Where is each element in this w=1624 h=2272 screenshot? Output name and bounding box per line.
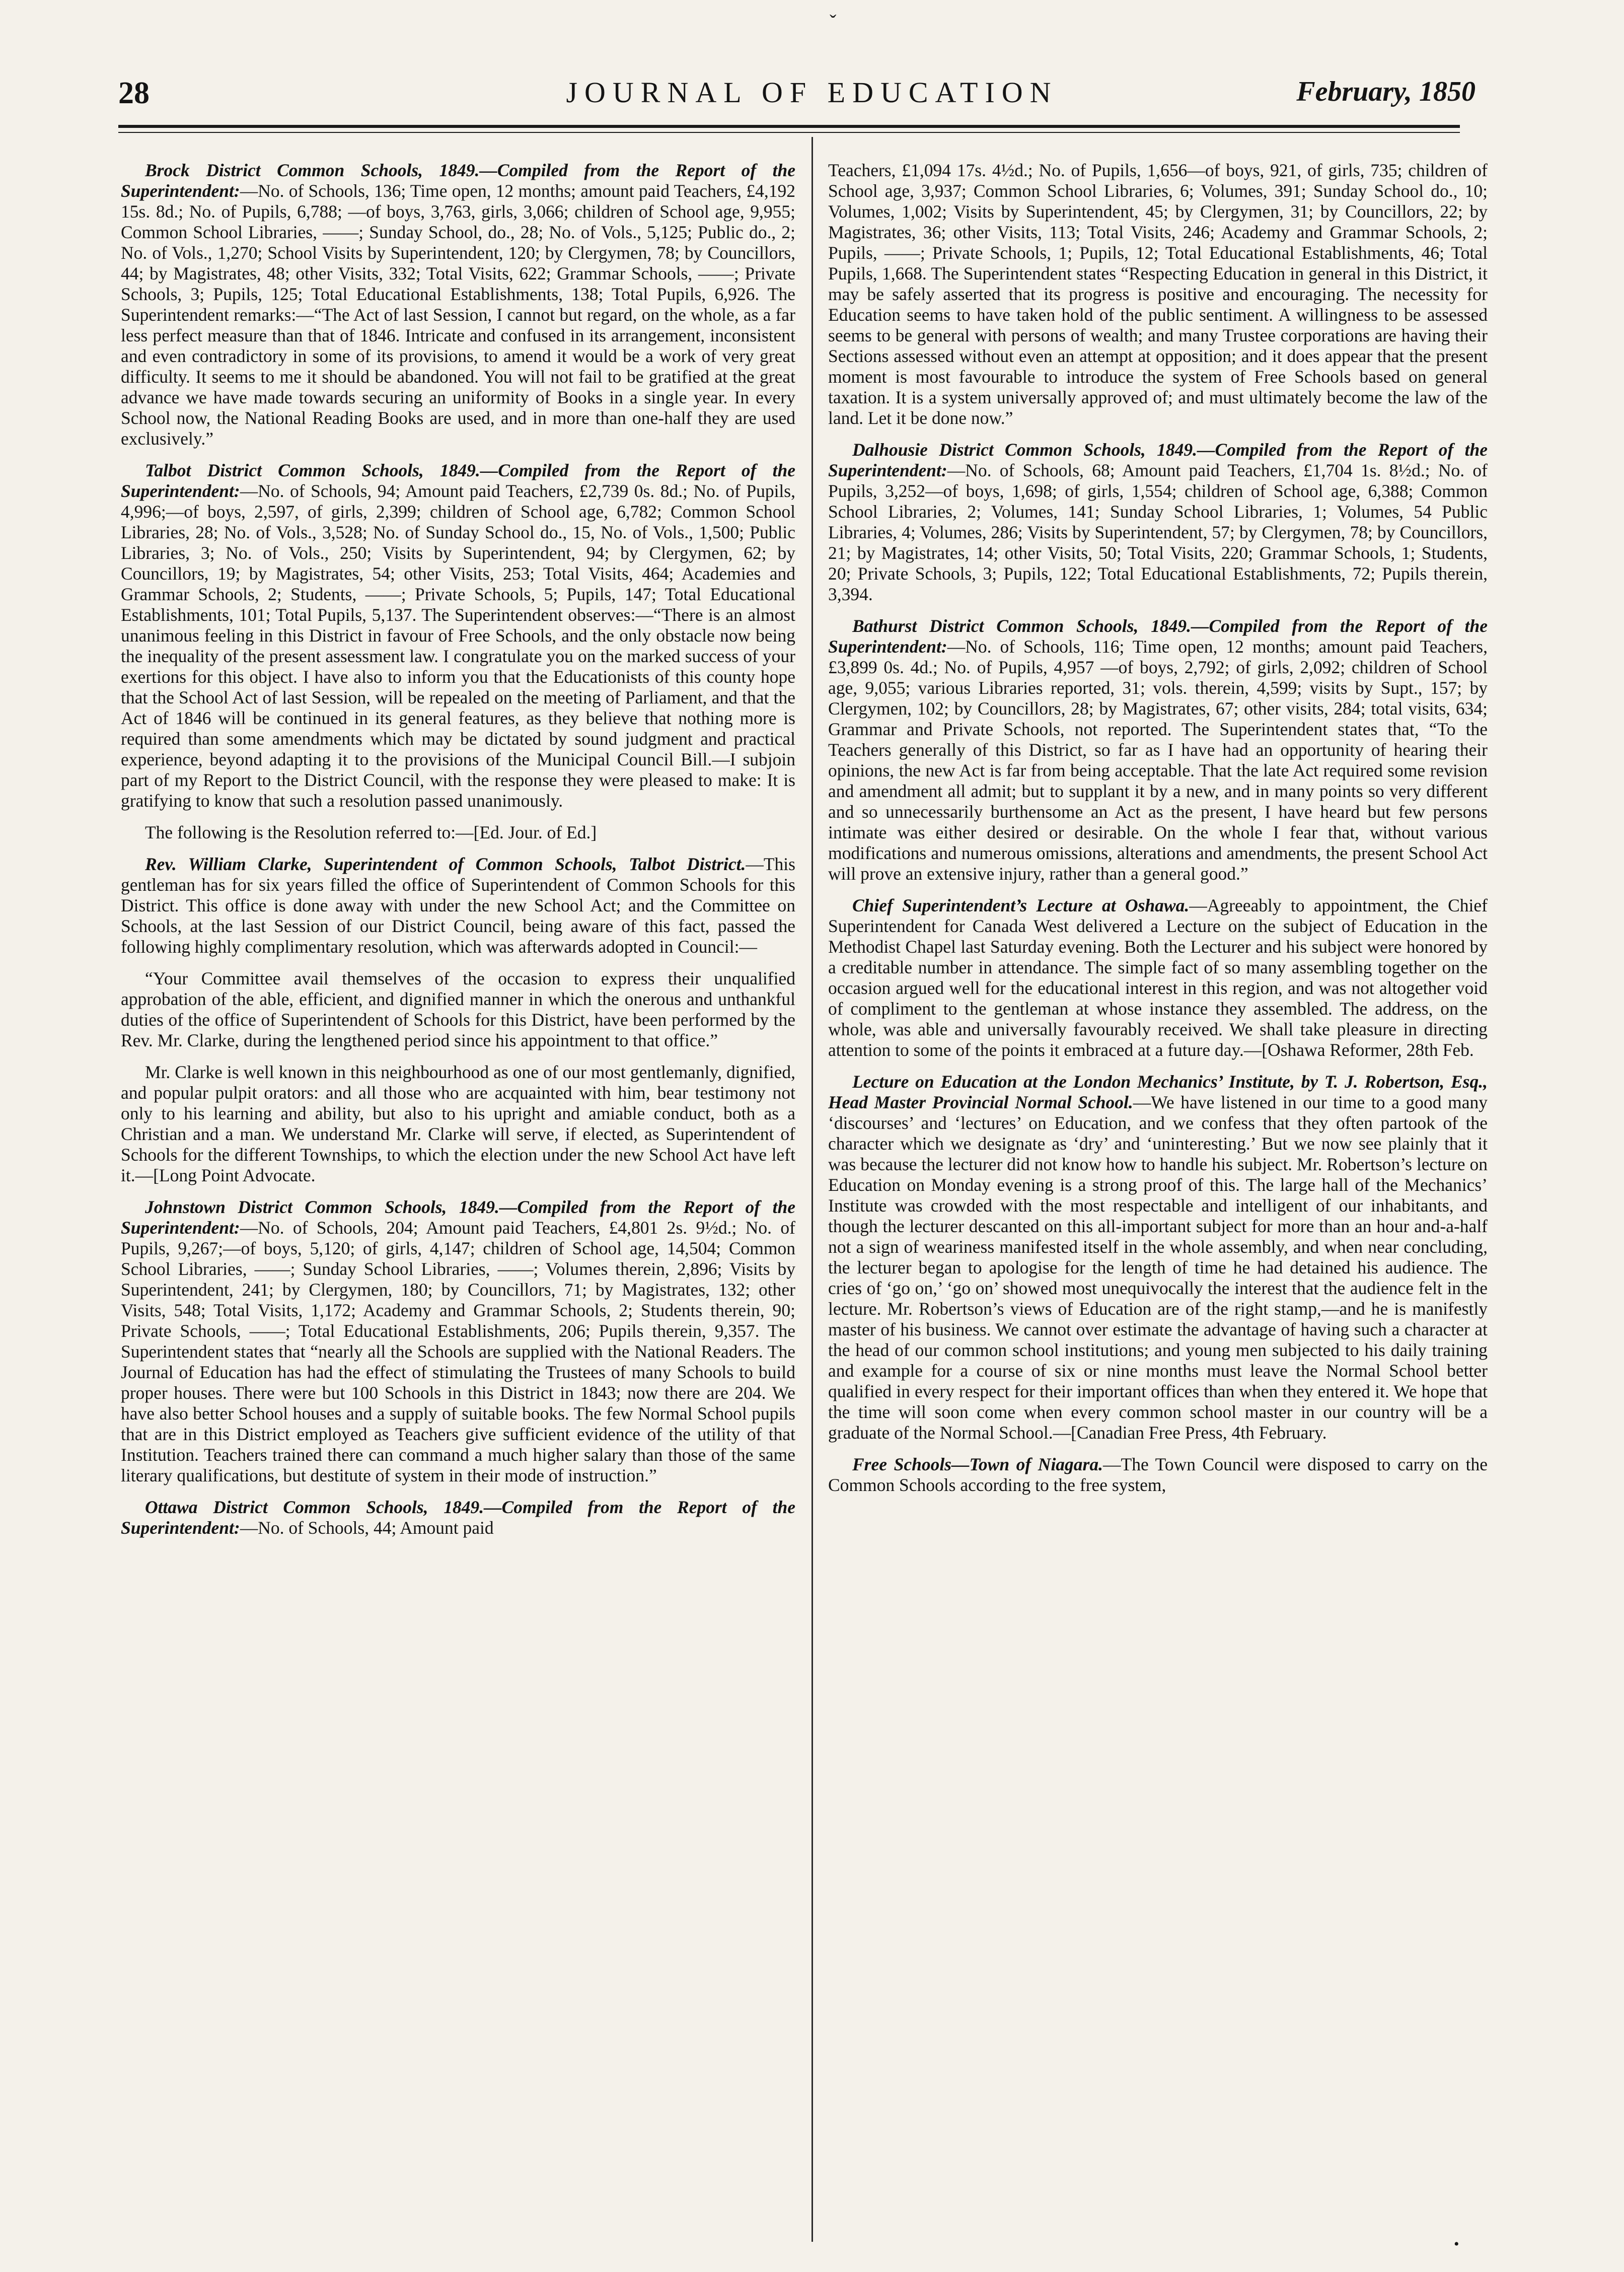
- journal-title: JOURNAL OF EDUCATION: [566, 76, 1058, 109]
- article-heading: Rev. William Clarke, Superintendent of Common Schools, Talbot District.: [145, 854, 746, 874]
- corner-mark: ˇ: [830, 11, 837, 33]
- article-heading: Johnstown District Common Schools, 1849.—Compiled from the Report of the Superintendent:: [121, 1197, 795, 1238]
- article-body: —No. of Schools, 116; Time open, 12 months; amount paid Teachers, £3,899 0s. 4d.; No. of Pupils, 4,957 —of boys, 2,792; of girls, 2,092; children of School age, 9,055; various Libraries reported, 31; vols. therein, 4,599; visits by Supt., 157; by Clergymen, 102; by Councillors, 28; by Magistrates, 67; other visits, 284; total visits, 634; Grammar and Private Schools, not reported. The Superintendent states that, “To the Teachers generally of this District, so far as I have had an opportunity of hearing their opinions, the new Act is far from being acceptable. That the late Act required some revision and amendment all admit; but to supplant it by a new, and in many points so very different and so unnecessarily burthensome an Act as the present, I have heard but few persons intimate was either desired or desirable. On the whole I fear that, without various modifications and numerous omissions, alterations and amendments, the present School Act will prove an extensive injury, rather than a general good.”: [828, 636, 1488, 884]
- article-heading: Free Schools—Town of Niagara.: [852, 1454, 1103, 1474]
- left-column: [121, 160, 795, 2265]
- editor-note: [121, 822, 795, 843]
- article-body: —No. of Schools, 136; Time open, 12 months; amount paid Teachers, £4,192 15s. 8d.; No. of Pupils, 6,788; —of boys, 3,763, girls, 3,066; children of School age, 9,955; Common School Libraries, ——; Sunday School, do., 28; No. of Vols., 5,125; Public do., 2; No. of Vols., 1,270; School Visits by Superintendent, 120; by Clergymen, 78; by Councillors, 44; by Magistrates, 48; other Visits, 332; Total Visits, 622; Grammar Schools, ——; Private Schools, 3; Pupils, 125; Total Educational Establishments, 138; Total Pupils, 6,926. The Superintendent remarks:—“The Act of last Session, I cannot but regard, on the whole, as a far less perfect measure than that of 1846. Intricate and confused in its arrangement, inconsistent and even contradictory in some of its provisions, to amend it would be a work of very great difficulty. It seems to me it should be abandoned. You will not fail to be gratified at the great advance we have made towards securing an uniformity of Books in a single year. In every School now, the National Reading Books are used, and in more than one-half they are used exclusively.”: [121, 181, 795, 449]
- article-heading: Bathurst District Common Schools, 1849.—Compiled from the Report of the Superintendent:: [828, 616, 1488, 657]
- article-body: —No. of Schools, 204; Amount paid Teachers, £4,801 2s. 9½d.; No. of Pupils, 9,267;—of boys, 5,120; of girls, 4,147; children of School age, 14,504; Common School Libraries, ——; Sunday School Libraries, ——; Volumes therein, 2,896; Visits by Superintendent, 241; by Clergymen, 180; by Councillors, 71; by Magistrates, 132; other Visits, 548; Total Visits, 1,172; Academy and Grammar Schools, 2; Students therein, 90; Private Schools, ——; Total Educational Establishments, 206; Pupils therein, 9,357. The Superintendent states that “nearly all the Schools are supplied with the National Readers. The Journal of Education has had the effect of stimulating the Trustees of many Schools to build proper houses. There were but 100 Schools in this District in 1843; now there are 204. We have also better School houses and a supply of suitable books. The few Normal School pupils that are in this District employed as Teachers give sufficient evidence of the utility of that Institution. Teachers trained there can command a much higher salary than those of the same literary qualifications, but destitute of system in their mode of instruction.”: [121, 1218, 795, 1485]
- article: [121, 1062, 795, 1186]
- article: [828, 616, 1488, 884]
- article-body: —No. of Schools, 44; Amount paid: [240, 1518, 494, 1538]
- page-header: [0, 0, 1624, 146]
- column-divider: [811, 137, 813, 2242]
- article: [121, 460, 795, 811]
- header-rule-thick: [118, 125, 1460, 128]
- footer-mark: •: [1454, 2236, 1459, 2252]
- article-body: —We have listened in our time to a good many ‘discourses’ and ‘lectures’ on Education, and we confess that they often partook of the character which we designate as ‘dry’ and ‘uninteresting.’ But we now see plainly that it was because the lecturer did not know how to handle his subject. Mr. Robertson’s lecture on Education on Monday evening is a strong proof of this. The large hall of the Mechanics’ Institute was crowded with the most respectable and intelligent of our inhabitants, and though the lecturer descanted on this all-important subject for more than an hour and-a-half not a sign of weariness manifested itself in the whole assembly, and when near concluding, the lecturer began to apologise for the length of time he had detained his audience. The cries of ‘go on,’ ‘go on’ showed most unequivocally the interest that the audience felt in the lecture. Mr. Robertson’s views of Education are of the right stamp,—and he is manifestly master of his business. We cannot over estimate the advantage of having such a character at the head of our common school institutions; and young men subjected to his daily training and example for a course of six or nine months must leave the Normal School better qualified in every respect for their important offices than when they entered it. We hope that the time will soon come when every common school master in our country will be a graduate of the Normal School.—[Canadian Free Press, 4th February.: [828, 1092, 1488, 1443]
- article-body: —This gentleman has for six years filled the office of Superintendent of Common Schools for this District. This office is done away with under the new School Act; and the Committee on Schools, at the last Session of our District Council, being aware of this fact, passed the following highly complimentary resolution, which was afterwards adopted in Council:—: [121, 854, 795, 957]
- article-heading: Chief Superintendent’s Lecture at Oshawa.: [852, 895, 1190, 915]
- article-heading: Talbot District Common Schools, 1849.—Compiled from the Report of the Superintendent:: [121, 460, 795, 501]
- issue-date: February, 1850: [1296, 76, 1475, 107]
- article-body: —Agreeably to appointment, the Chief Superintendent for Canada West delivered a Lecture on the subject of Education in the Methodist Chapel last Saturday evening. Both the Lecturer and his subject were honored by a creditable number in attendance. The simple fact of so many assembling together on the occasion argued well for the educational interest in this region, and was not altogether void of compliment to the gentleman at whose instance they assembled. The address, on the whole, was able and universally favourably received. We shall take pleasure in directing attention to some of the points it embraced at a future day.—[Oshawa Reformer, 28th Feb.: [828, 895, 1488, 1060]
- article-body: The following is the Resolution referred to:—[Ed. Jour. of Ed.]: [145, 822, 597, 842]
- article: [121, 854, 795, 957]
- page-number: 28: [118, 76, 150, 110]
- article: [121, 1497, 795, 1538]
- article: [828, 895, 1488, 1060]
- article: [828, 1072, 1488, 1443]
- article-body: “Your Committee avail themselves of the occasion to express their unqualified approbation of the able, efficient, and dignified manner in which the onerous and unthankful duties of the office of Superintendent of Schools for this District, have been performed by the Rev. Mr. Clarke, during the lengthened period since his appointment to that office.”: [121, 968, 795, 1050]
- article-heading: Dalhousie District Common Schools, 1849.—Compiled from the Report of the Superintendent:: [828, 440, 1488, 480]
- article-heading: Brock District Common Schools, 1849.—Compiled from the Report of the Superintendent:: [121, 160, 795, 201]
- article-body: —The Town Council were disposed to carry on the Common Schools according to the free system,: [828, 1454, 1488, 1495]
- article-continued: [828, 160, 1488, 429]
- article-heading: Ottawa District Common Schools, 1849.—Compiled from the Report of the Superintendent:: [121, 1497, 795, 1538]
- resolution-quote: [121, 968, 795, 1051]
- article-heading: Lecture on Education at the London Mechanics’ Institute, by T. J. Robertson, Esq., Head Master Provincial Normal School.: [828, 1072, 1488, 1112]
- header-rule-thin: [118, 132, 1460, 133]
- article-body: —No. of Schools, 68; Amount paid Teachers, £1,704 1s. 8½d.; No. of Pupils, 3,252—of boys, 1,698; of girls, 1,554; children of School age, 6,388; Common School Libraries, 2; Volumes, 141; Sunday School Libraries, 1; Volumes, 54 Public Libraries, 4; Volumes, 286; Visits by Superintendent, 57; by Clergymen, 78; by Councillors, 21; by Magistrates, 14; other Visits, 50; Total Visits, 220; Grammar Schools, 1; Students, 20; Private Schools, 3; Pupils, 122; Total Educational Establishments, 72; Pupils therein, 3,394.: [828, 460, 1488, 604]
- article: [121, 160, 795, 449]
- article: [121, 1197, 795, 1486]
- article-body: —No. of Schools, 94; Amount paid Teachers, £2,739 0s. 8d.; No. of Pupils, 4,996;—of boys, 2,597, of girls, 2,399; children of School age, 6,782; Common School Libraries, 28; No. of Vols., 3,528; No. of Sunday School do., 15, No. of Vols., 1,500; Public Libraries, 3; No. of Vols., 250; Visits by Superintendent, 94; by Clergymen, 62; by Councillors, 19; by Magistrates, 54; other Visits, 253; Total Visits, 464; Academies and Grammar Schools, 2; Students, ——; Private Schools, 5; Pupils, 147; Total Educational Establishments, 101; Total Pupils, 5,137. The Superintendent observes:—“There is an almost unanimous feeling in this District in favour of Free Schools, and the only obstacle now being the inequality of the present assessment law. I congratulate you on the marked success of your exertions for this object. I have also to inform you that the Educationists of this county hope that the School Act of last Session, will be repealed on the meeting of Parliament, and that the Act of 1846 will be continued in its general features, as they believe that nothing more is required than some amendments which may be dictated by sound judgment and practical experience, beyond adapting it to the provisions of the Municipal Council Bill.—I subjoin part of my Report to the District Council, with the response they were pleased to make: It is gratifying to know that such a resolution passed unanimously.: [121, 481, 795, 811]
- article: [828, 1454, 1488, 1496]
- article: [828, 440, 1488, 605]
- right-column: [828, 160, 1488, 2265]
- article-body: Mr. Clarke is well known in this neighbourhood as one of our most gentlemanly, dignified, and popular pulpit orators: and all those who are acquainted with him, bear testimony not only to his learning and ability, but also to his upright and amiable conduct, both as a Christian and a man. We understand Mr. Clarke will serve, if elected, as Superintendent of Schools for the different Townships, to which the election under the new School Act have left it.—[Long Point Advocate.: [121, 1062, 795, 1185]
- article-body: Teachers, £1,094 17s. 4½d.; No. of Pupils, 1,656—of boys, 921, of girls, 735; children of School age, 3,937; Common School Libraries, 6; Volumes, 391; Sunday School do., 10; Volumes, 1,002; Visits by Superintendent, 45; by Clergymen, 31; by Councillors, 22; by Magistrates, 36; other Visits, 113; Total Visits, 246; Academy and Grammar Schools, 2; Pupils, ——; Private Schools, 1; Pupils, 12; Total Educational Establishments, 46; Total Pupils, 1,668. The Superintendent states “Respecting Education in general in this District, it may be safely asserted that its progress is positive and encouraging. The necessity for Education seems to have taken hold of the public sentiment. A willingness to be assessed seems to be general with persons of wealth; and many Trustee corporations are having their Sections assessed without even an attempt at opposition; and it does appear that the present moment is most favourable to introduce the system of Free Schools based on general taxation. It is a system universally approved of; and must ultimately become the law of the land. Let it be done now.”: [828, 160, 1488, 428]
